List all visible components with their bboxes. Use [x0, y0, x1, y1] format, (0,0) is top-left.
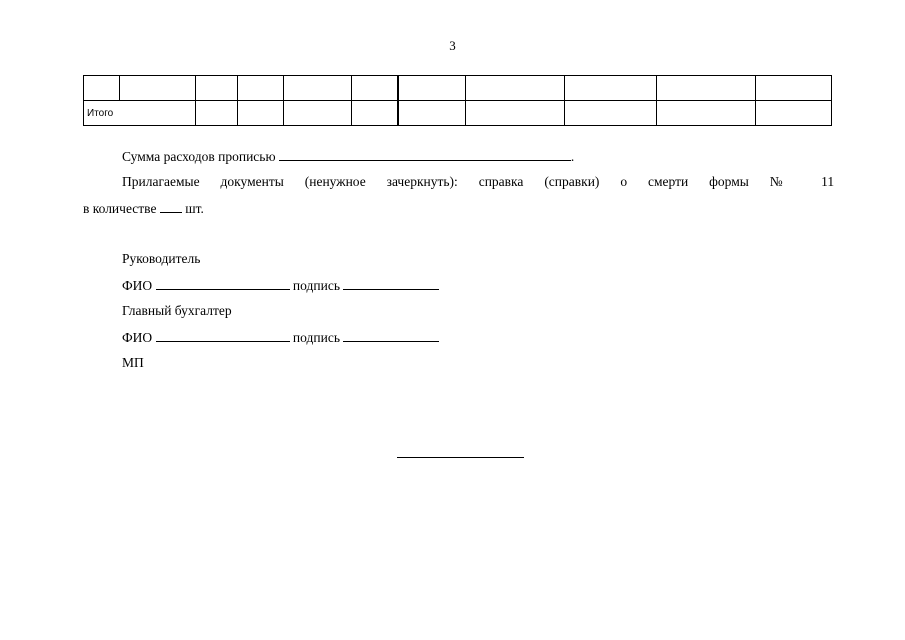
fio-label: ФИО: [122, 278, 153, 293]
head-signature-line: [122, 277, 439, 294]
table-cell: [466, 76, 565, 101]
total-label: Итого: [84, 101, 196, 126]
documents-count-field[interactable]: [160, 200, 182, 213]
sum-in-words-line: [122, 148, 574, 165]
documents-count-prefix: в количестве: [83, 201, 157, 216]
table-cell: [565, 101, 657, 126]
accountant-fio-field[interactable]: [156, 329, 290, 342]
docs-word: (справки): [544, 174, 600, 189]
sum-in-words-field[interactable]: [279, 148, 571, 161]
table-cell: [756, 101, 832, 126]
table-cell: [284, 101, 352, 126]
docs-word: формы: [709, 174, 749, 189]
table-cell: [120, 76, 196, 101]
table-cell: [238, 101, 284, 126]
table-cell: [398, 101, 466, 126]
table-cell: [196, 76, 238, 101]
head-signature-field[interactable]: [343, 277, 439, 290]
table-cell: [238, 76, 284, 101]
table-cell: [352, 101, 398, 126]
signature-label: подпись: [292, 330, 340, 345]
table-cell: [756, 76, 832, 101]
accountant-signature-field[interactable]: [343, 329, 439, 342]
docs-word: смерти: [648, 174, 689, 189]
accountant-signature-line: [122, 329, 439, 346]
sum-end: .: [570, 149, 575, 164]
docs-word: №: [769, 174, 801, 189]
expense-table: [83, 75, 832, 126]
attached-documents-line: [122, 174, 834, 190]
docs-word: зачеркнуть):: [386, 174, 458, 189]
table-cell: [657, 76, 756, 101]
fio-label: ФИО: [122, 330, 153, 345]
docs-word: о: [620, 174, 628, 189]
table-row-total: [84, 101, 832, 126]
documents-count-suffix: шт.: [185, 201, 204, 216]
documents-count-line: [83, 200, 204, 217]
table-cell: [84, 76, 120, 101]
table-cell: [284, 76, 352, 101]
footer-divider: [397, 457, 524, 458]
table-cell: [196, 101, 238, 126]
table-row: [84, 76, 832, 101]
signature-label: подпись: [292, 278, 340, 293]
docs-word: Прилагаемые: [122, 174, 200, 189]
docs-word: 11: [821, 174, 835, 189]
docs-word: справка: [478, 174, 524, 189]
head-fio-field[interactable]: [156, 277, 290, 290]
docs-word: (ненужное: [304, 174, 366, 189]
page-number: 3: [449, 38, 456, 53]
table-cell: [398, 76, 466, 101]
sum-in-words-label: Сумма расходов прописью: [122, 149, 276, 164]
table-cell: [352, 76, 398, 101]
docs-word: документы: [220, 174, 284, 189]
table-cell: [466, 101, 565, 126]
table-cell: [565, 76, 657, 101]
table-cell: [657, 101, 756, 126]
head-label: Руководитель: [122, 251, 201, 266]
seal-label: МП: [122, 355, 144, 370]
chief-accountant-label: Главный бухгалтер: [122, 303, 232, 318]
